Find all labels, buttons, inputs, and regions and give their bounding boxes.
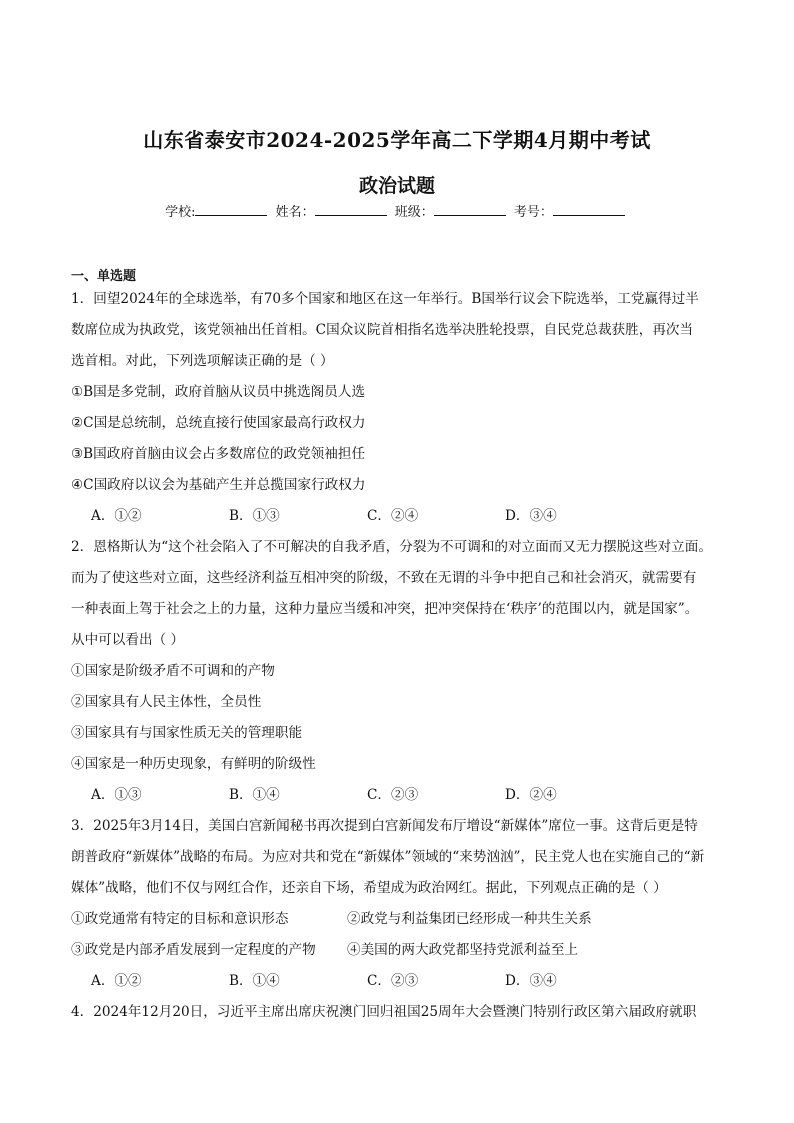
option-d[interactable]: D．③④ <box>505 973 557 989</box>
question-stem-line: 数席位成为执政党，该党领袖出任首相。C国众议院首相指名选举决胜轮投票，自民党总裁获胜，再次当 <box>71 322 694 338</box>
answer-options <box>71 501 731 532</box>
question-stem-line: 媒体”战略，他们不仅与网红合作，还亲自下场，希望成为政治网红。据此，下列观点正确的是（ ） <box>71 880 667 896</box>
page-subtitle: 政治试题 <box>358 175 435 197</box>
question-1 <box>71 284 731 532</box>
statement: ③政党是内部矛盾发展到一定程度的产物 <box>71 942 316 958</box>
question-stem-line: 2．恩格斯认为“这个社会陷入了不可解决的自我矛盾，分裂为不可调和的对立面而又无力摆脱这些对立面。 <box>71 539 712 555</box>
class-label: 班级： <box>394 205 434 220</box>
statement: ④C国政府以议会为基础产生并总揽国家行政权力 <box>71 477 366 493</box>
questions-content <box>71 284 731 1028</box>
question-stem-line: 3．2025年3月14日，美国白宫新闻秘书再次提到白宫新闻发布厅增设“新媒体”席位一事。这背后更是特 <box>71 818 698 834</box>
statement: ④国家是一种历史现象，有鲜明的阶级性 <box>71 756 316 772</box>
statement: ①B国是多党制，政府首脑从议员中挑选阁员人选 <box>71 384 366 400</box>
question-4 <box>71 997 731 1028</box>
section-title: 一、单选题 <box>71 269 137 284</box>
option-b[interactable]: B．①④ <box>229 973 280 989</box>
question-stem-line: 1．回望2024年的全球选举，有70多个国家和地区在这一年举行。B国举行议会下院选举，工党赢得过半 <box>71 291 699 307</box>
statement-row <box>71 935 731 966</box>
school-blank[interactable] <box>195 203 267 216</box>
statement: ②国家具有人民主体性，全员性 <box>71 694 262 710</box>
option-c[interactable]: C．②③ <box>367 787 419 803</box>
statement: ①政党通常有特定的目标和意识形态 <box>71 911 289 927</box>
exam-number-blank[interactable] <box>553 203 625 216</box>
statement: ②C国是总统制，总统直接行使国家最高行政权力 <box>71 415 366 431</box>
option-d[interactable]: D．③④ <box>505 508 557 524</box>
student-info-row <box>0 201 794 220</box>
question-stem-line: 一种表面上驾于社会之上的力量，这种力量应当缓和冲突，把冲突保持在‘秩序’的范围以内，就是国家”。 <box>71 601 699 617</box>
statement: ②政党与利益集团已经形成一种共生关系 <box>347 911 592 927</box>
question-stem-line: 选首相。对此，下列选项解读正确的是（ ） <box>71 353 334 369</box>
statement: ①国家是阶级矛盾不可调和的产物 <box>71 663 275 679</box>
option-b[interactable]: B．①③ <box>229 508 280 524</box>
school-label: 学校: <box>165 205 196 220</box>
name-blank[interactable] <box>315 203 387 216</box>
answer-options <box>71 780 731 811</box>
question-stem-line: 而为了使这些对立面，这些经济利益互相冲突的阶级，不致在无谓的斗争中把自己和社会消灭，就需要有 <box>71 570 697 586</box>
name-label: 姓名： <box>275 205 315 220</box>
option-a[interactable]: A．①② <box>91 508 142 524</box>
option-d[interactable]: D．②④ <box>505 787 557 803</box>
question-stem-line: 朗普政府“新媒体”战略的布局。为应对共和党在“新媒体”领域的“来势汹汹”，民主党人也在实施自己的“新 <box>71 849 705 865</box>
statement-row <box>71 904 731 935</box>
statement: ③B国政府首脑由议会占多数席位的政党领袖担任 <box>71 446 366 462</box>
question-3 <box>71 811 731 997</box>
question-stem-line: 从中可以看出（ ） <box>71 632 185 648</box>
option-b[interactable]: B．①④ <box>229 787 280 803</box>
option-c[interactable]: C．②③ <box>367 973 419 989</box>
option-a[interactable]: A．①③ <box>91 787 142 803</box>
statement: ④美国的两大政党都坚持党派利益至上 <box>347 942 579 958</box>
page-title: 山东省泰安市2024-2025学年高二下学期4月期中考试 <box>143 128 651 152</box>
class-blank[interactable] <box>434 203 506 216</box>
question-stem-line: 4．2024年12月20日，习近平主席出席庆祝澳门回归祖国25周年大会暨澳门特别行政区第六届政府就职 <box>71 1004 697 1020</box>
option-a[interactable]: A．①② <box>91 973 142 989</box>
statement: ③国家具有与国家性质无关的管理职能 <box>71 725 303 741</box>
question-2 <box>71 532 731 811</box>
answer-options <box>71 966 731 997</box>
option-c[interactable]: C．②④ <box>367 508 419 524</box>
exam-number-label: 考号： <box>513 205 553 220</box>
